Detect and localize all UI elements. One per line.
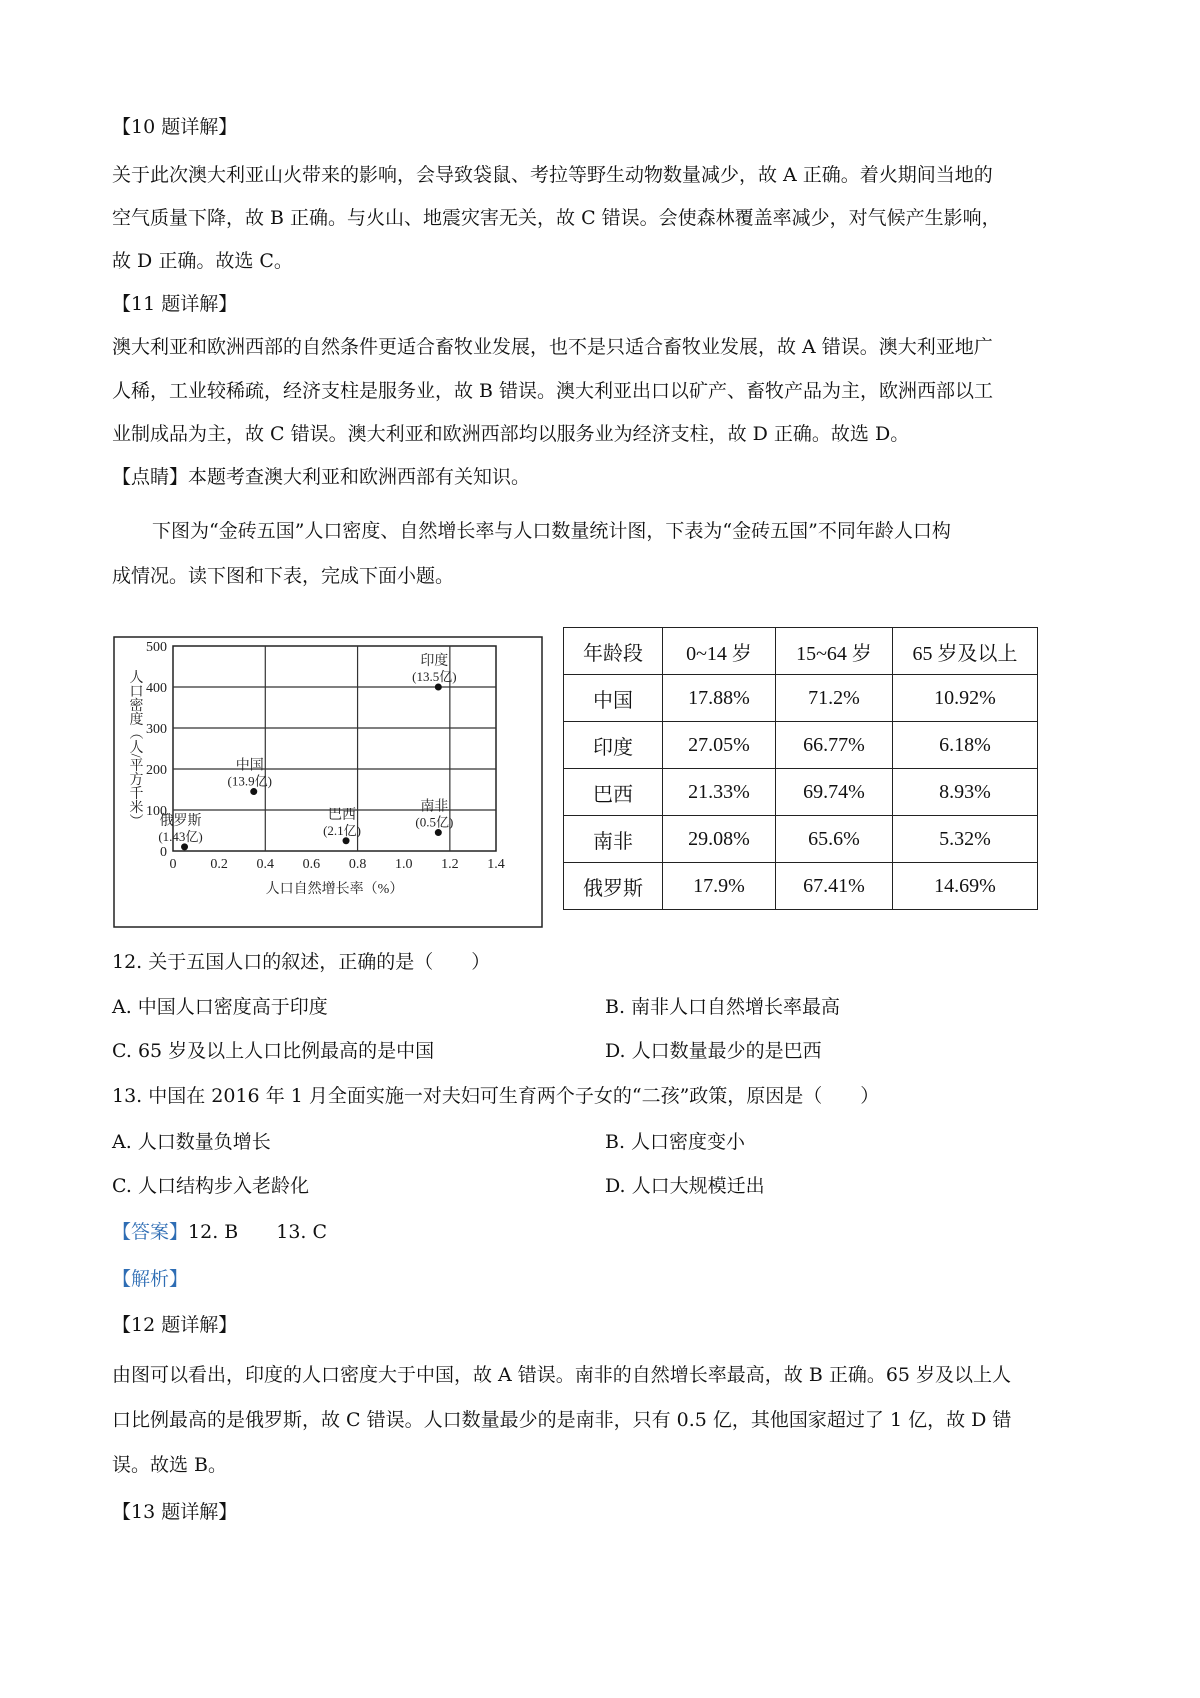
table-row <box>564 816 1038 863</box>
table-cell: 27.05% <box>663 722 776 769</box>
table-header-cell: 65 岁及以上 <box>893 628 1038 675</box>
q12-detail-line: 误。故选 B。 <box>112 1454 228 1476</box>
x-tick-label: 0.6 <box>302 857 321 872</box>
y-tick-label: 0 <box>160 845 167 860</box>
intro-line: 下图为“金砖五国”人口密度、自然增长率与人口数量统计图，下表为“金砖五国”不同年龄人口构 <box>152 520 951 542</box>
x-tick-label: 0 <box>169 857 177 872</box>
q13-option-c: C. 人口结构步入老龄化 <box>112 1175 309 1197</box>
table-row <box>564 769 1038 816</box>
q10-line: 故 D 正确。故选 C。 <box>112 250 293 272</box>
point-name-label: 印度 <box>420 654 449 669</box>
table-cell: 71.2% <box>776 675 893 722</box>
data-point <box>435 829 442 836</box>
point-population-label: (2.1亿) <box>323 822 361 838</box>
table-cell: 17.88% <box>663 675 776 722</box>
y-axis-label: 人口密度（人/平方千米） <box>127 669 143 828</box>
q11-note: 【点睛】本题考查澳大利亚和欧洲西部有关知识。 <box>112 466 531 488</box>
table-cell: 中国 <box>564 675 663 722</box>
q10-line: 空气质量下降，故 B 正确。与火山、地震灾害无关，故 C 错误。会使森林覆盖率减少，对气候产生影响， <box>112 207 1001 229</box>
chart-svg <box>113 636 543 928</box>
q12-stem: 12. 关于五国人口的叙述，正确的是（ ） <box>112 951 491 973</box>
x-tick-label: 0.8 <box>348 857 367 872</box>
y-tick-label: 200 <box>146 763 167 778</box>
point-population-label: (13.5亿) <box>412 669 457 684</box>
y-tick-label: 100 <box>146 804 167 819</box>
q12-option-b: B. 南非人口自然增长率最高 <box>605 996 841 1018</box>
q10-heading: 【10 题详解】 <box>112 116 238 138</box>
x-tick-label: 1.4 <box>487 857 505 872</box>
q12-detail-line: 由图可以看出，印度的人口密度大于中国，故 A 错误。南非的自然增长率最高，故 B 正确。65 岁及以上人 <box>112 1364 1012 1386</box>
answer-text: 12. B 13. C <box>188 1221 328 1243</box>
point-name-label: 中国 <box>235 758 264 774</box>
table-cell: 17.9% <box>663 863 776 910</box>
q13-detail-heading: 【13 题详解】 <box>112 1501 238 1523</box>
q12-option-a: A. 中国人口密度高于印度 <box>112 996 328 1018</box>
q13-option-d: D. 人口大规模迁出 <box>605 1175 765 1197</box>
table-cell: 6.18% <box>893 722 1038 769</box>
data-point <box>181 843 188 850</box>
table-cell: 俄罗斯 <box>564 863 663 910</box>
table-cell: 巴西 <box>564 769 663 816</box>
q13-stem: 13. 中国在 2016 年 1 月全面实施一对夫妇可生育两个子女的“二孩”政策，原因是（ ） <box>112 1085 880 1107</box>
point-population-label: (0.5亿) <box>415 814 454 830</box>
analysis-label: 【解析】 <box>112 1268 189 1290</box>
x-tick-label: 1.0 <box>394 857 413 872</box>
table-cell: 10.92% <box>893 675 1038 722</box>
table-cell: 印度 <box>564 722 663 769</box>
table-header-cell: 0~14 岁 <box>663 628 776 675</box>
point-population-label: (1.43亿) <box>158 828 203 844</box>
intro-line: 成情况。读下图和下表，完成下面小题。 <box>112 565 455 587</box>
q12-detail-line: 口比例最高的是俄罗斯，故 C 错误。人口数量最少的是南非，只有 0.5 亿，其他国家超过了 1 亿，故 D 错 <box>112 1409 1012 1431</box>
point-name-label: 俄罗斯 <box>159 813 202 829</box>
point-name-label: 巴西 <box>328 807 357 823</box>
data-point <box>343 837 350 844</box>
point-population-label: (13.9亿) <box>227 773 272 789</box>
point-name-label: 南非 <box>420 799 449 815</box>
data-point <box>435 684 442 691</box>
x-tick-label: 1.2 <box>441 857 459 872</box>
q11-line: 业制成品为主，故 C 错误。澳大利亚和欧洲西部均以服务业为经济支柱，故 D 正确。故选 D。 <box>112 423 910 445</box>
table-cell: 5.32% <box>893 816 1038 863</box>
table-header-row <box>564 628 1038 675</box>
x-tick-label: 0.2 <box>210 857 228 872</box>
y-tick-label: 400 <box>146 681 167 696</box>
table-row <box>564 863 1038 910</box>
table-cell: 8.93% <box>893 769 1038 816</box>
q12-detail-heading: 【12 题详解】 <box>112 1314 238 1336</box>
data-point <box>250 788 257 795</box>
table-row <box>564 675 1038 722</box>
q12-option-c: C. 65 岁及以上人口比例最高的是中国 <box>112 1040 435 1062</box>
table-cell: 29.08% <box>663 816 776 863</box>
q11-line: 人稀，工业较稀疏，经济支柱是服务业，故 B 错误。澳大利亚出口以矿产、畜牧产品为主，欧洲西部以工 <box>112 380 994 402</box>
q13-option-a: A. 人口数量负增长 <box>112 1131 271 1153</box>
x-axis-label: 人口自然增长率（%） <box>265 882 404 897</box>
y-tick-label: 300 <box>146 722 167 737</box>
table-cell: 65.6% <box>776 816 893 863</box>
q13-option-b: B. 人口密度变小 <box>605 1131 746 1153</box>
population-scatter-chart <box>113 636 543 928</box>
q11-line: 澳大利亚和欧洲西部的自然条件更适合畜牧业发展，也不是只适合畜牧业发展，故 A 错误。澳大利亚地广 <box>112 336 993 358</box>
table-row <box>564 722 1038 769</box>
y-tick-label: 500 <box>146 640 167 655</box>
table-cell: 69.74% <box>776 769 893 816</box>
table-header-cell: 年龄段 <box>564 628 663 675</box>
table-cell: 66.77% <box>776 722 893 769</box>
table-cell: 21.33% <box>663 769 776 816</box>
table-cell: 67.41% <box>776 863 893 910</box>
age-structure-table <box>563 627 1038 910</box>
x-tick-label: 0.4 <box>256 857 275 872</box>
answer-label: 【答案】 <box>112 1221 189 1243</box>
table-cell: 南非 <box>564 816 663 863</box>
q10-line: 关于此次澳大利亚山火带来的影响，会导致袋鼠、考拉等野生动物数量减少，故 A 正确。着火期间当地的 <box>112 164 993 186</box>
q11-heading: 【11 题详解】 <box>112 293 238 315</box>
q12-option-d: D. 人口数量最少的是巴西 <box>605 1040 822 1062</box>
answer-line <box>112 1210 1100 1254</box>
table-cell: 14.69% <box>893 863 1038 910</box>
table-header-cell: 15~64 岁 <box>776 628 893 675</box>
